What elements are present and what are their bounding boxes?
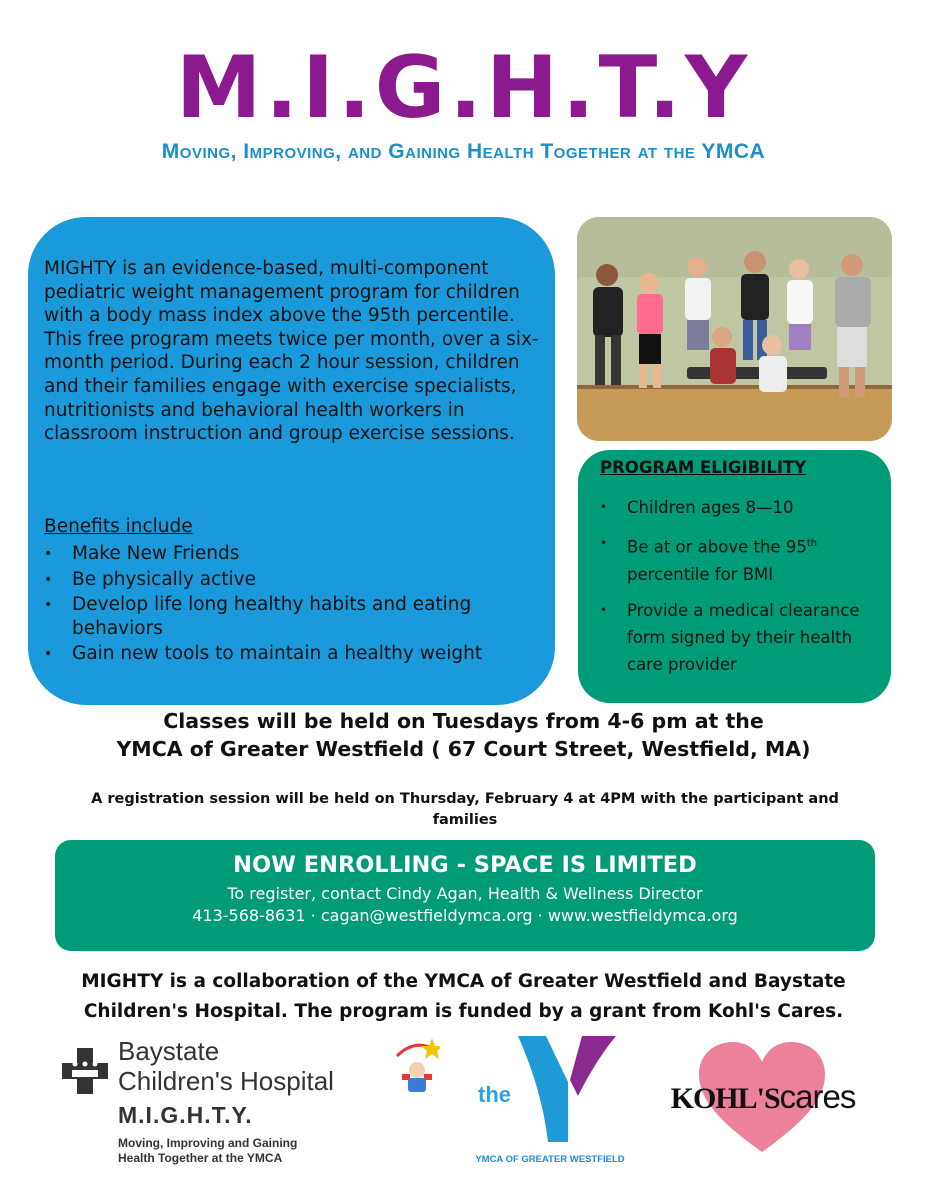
page-subtitle: Moving, Improving, and Gaining Health Together at the YMCA bbox=[161, 140, 766, 163]
baystate-tagline bbox=[118, 1136, 297, 1166]
eligibility-item: • Provide a medical clearance form signed by their health care provider bbox=[600, 597, 880, 678]
ymca-the-text: the bbox=[478, 1082, 511, 1107]
baystate-name-line1: Baystate bbox=[118, 1036, 220, 1066]
enrollment-title: NOW ENROLLING - SPACE IS LIMITED bbox=[233, 852, 697, 878]
baystate-cross-icon bbox=[60, 1046, 110, 1096]
kohls-cares-word: cares bbox=[779, 1078, 856, 1115]
benefit-item: • Gain new tools to maintain a healthy weight bbox=[44, 641, 539, 667]
eligibility-item: • Be at or above the 95th percentile for BMI bbox=[600, 530, 880, 588]
baystate-name-line2: Children's Hospital bbox=[118, 1066, 334, 1096]
class-schedule-line: Classes will be held on Tuesdays from 4-6 pm at the bbox=[163, 709, 764, 733]
group-exercise-photo bbox=[577, 217, 892, 441]
eligibility-heading: PROGRAM ELIGIBILITY bbox=[600, 458, 807, 477]
class-schedule bbox=[0, 707, 927, 763]
benefits-heading: Benefits include bbox=[44, 516, 193, 537]
kohls-brand: KOHL'S bbox=[670, 1082, 780, 1115]
page-title: M.I.G.H.T.Y bbox=[175, 38, 752, 138]
baystate-tagline-line2: Health Together at the YMCA bbox=[118, 1151, 283, 1165]
benefit-item: • Be physically active bbox=[44, 567, 539, 593]
benefit-item: • Develop life long healthy habits and eating behaviors bbox=[44, 593, 539, 641]
kohls-cares-logo bbox=[642, 1040, 882, 1160]
group-photo-illustration bbox=[577, 217, 892, 441]
registration-notice: A registration session will be held on Thursday, February 4 at 4PM with the participant and families bbox=[91, 791, 839, 828]
ymca-y-icon bbox=[512, 1030, 622, 1145]
ymca-logo bbox=[470, 1030, 630, 1170]
ymca-greater-westfield-label: YMCA OF GREATER WESTFIELD bbox=[475, 1154, 625, 1165]
benefits-list bbox=[44, 541, 539, 667]
collaboration-statement: MIGHTY is a collaboration of the YMCA of Greater Westfield and Baystate Children's Hospital. The program is funded by a grant from Kohl's Cares. bbox=[81, 971, 846, 1022]
enrollment-contact: To register, contact Cindy Agan, Health & Wellness Director bbox=[227, 884, 703, 903]
class-location-line: YMCA of Greater Westfield ( 67 Court Street, Westfield, MA) bbox=[116, 737, 811, 761]
baystate-tagline-line1: Moving, Improving and Gaining bbox=[118, 1136, 298, 1150]
eligibility-item: • Children ages 8—10 bbox=[600, 494, 880, 521]
baystate-name bbox=[118, 1036, 334, 1096]
mascot-icon bbox=[395, 1036, 440, 1096]
baystate-childrens-hospital-logo bbox=[60, 1036, 440, 1171]
ymca-small-text: YMCA bbox=[569, 1111, 586, 1133]
benefit-item: • Make New Friends bbox=[44, 541, 539, 567]
program-description-text: MIGHTY is an evidence-based, multi-component pediatric weight management program for children with a body mass index above the 95th percentile. This free program meets twice per month, over a six-month period. During each 2 hour session, children and their families engage with exercise specialists, nutritionists and behavioral health workers in classroom instruction and group exercise sessions. bbox=[44, 258, 539, 445]
kohls-cares-wordmark bbox=[648, 1078, 878, 1116]
baystate-program-name: M.I.G.H.T.Y. bbox=[118, 1102, 253, 1128]
eligibility-list bbox=[600, 494, 880, 687]
enrollment-contact-links[interactable]: 413-568-8631 · cagan@westfieldymca.org · www.westfieldymca.org bbox=[192, 906, 738, 925]
